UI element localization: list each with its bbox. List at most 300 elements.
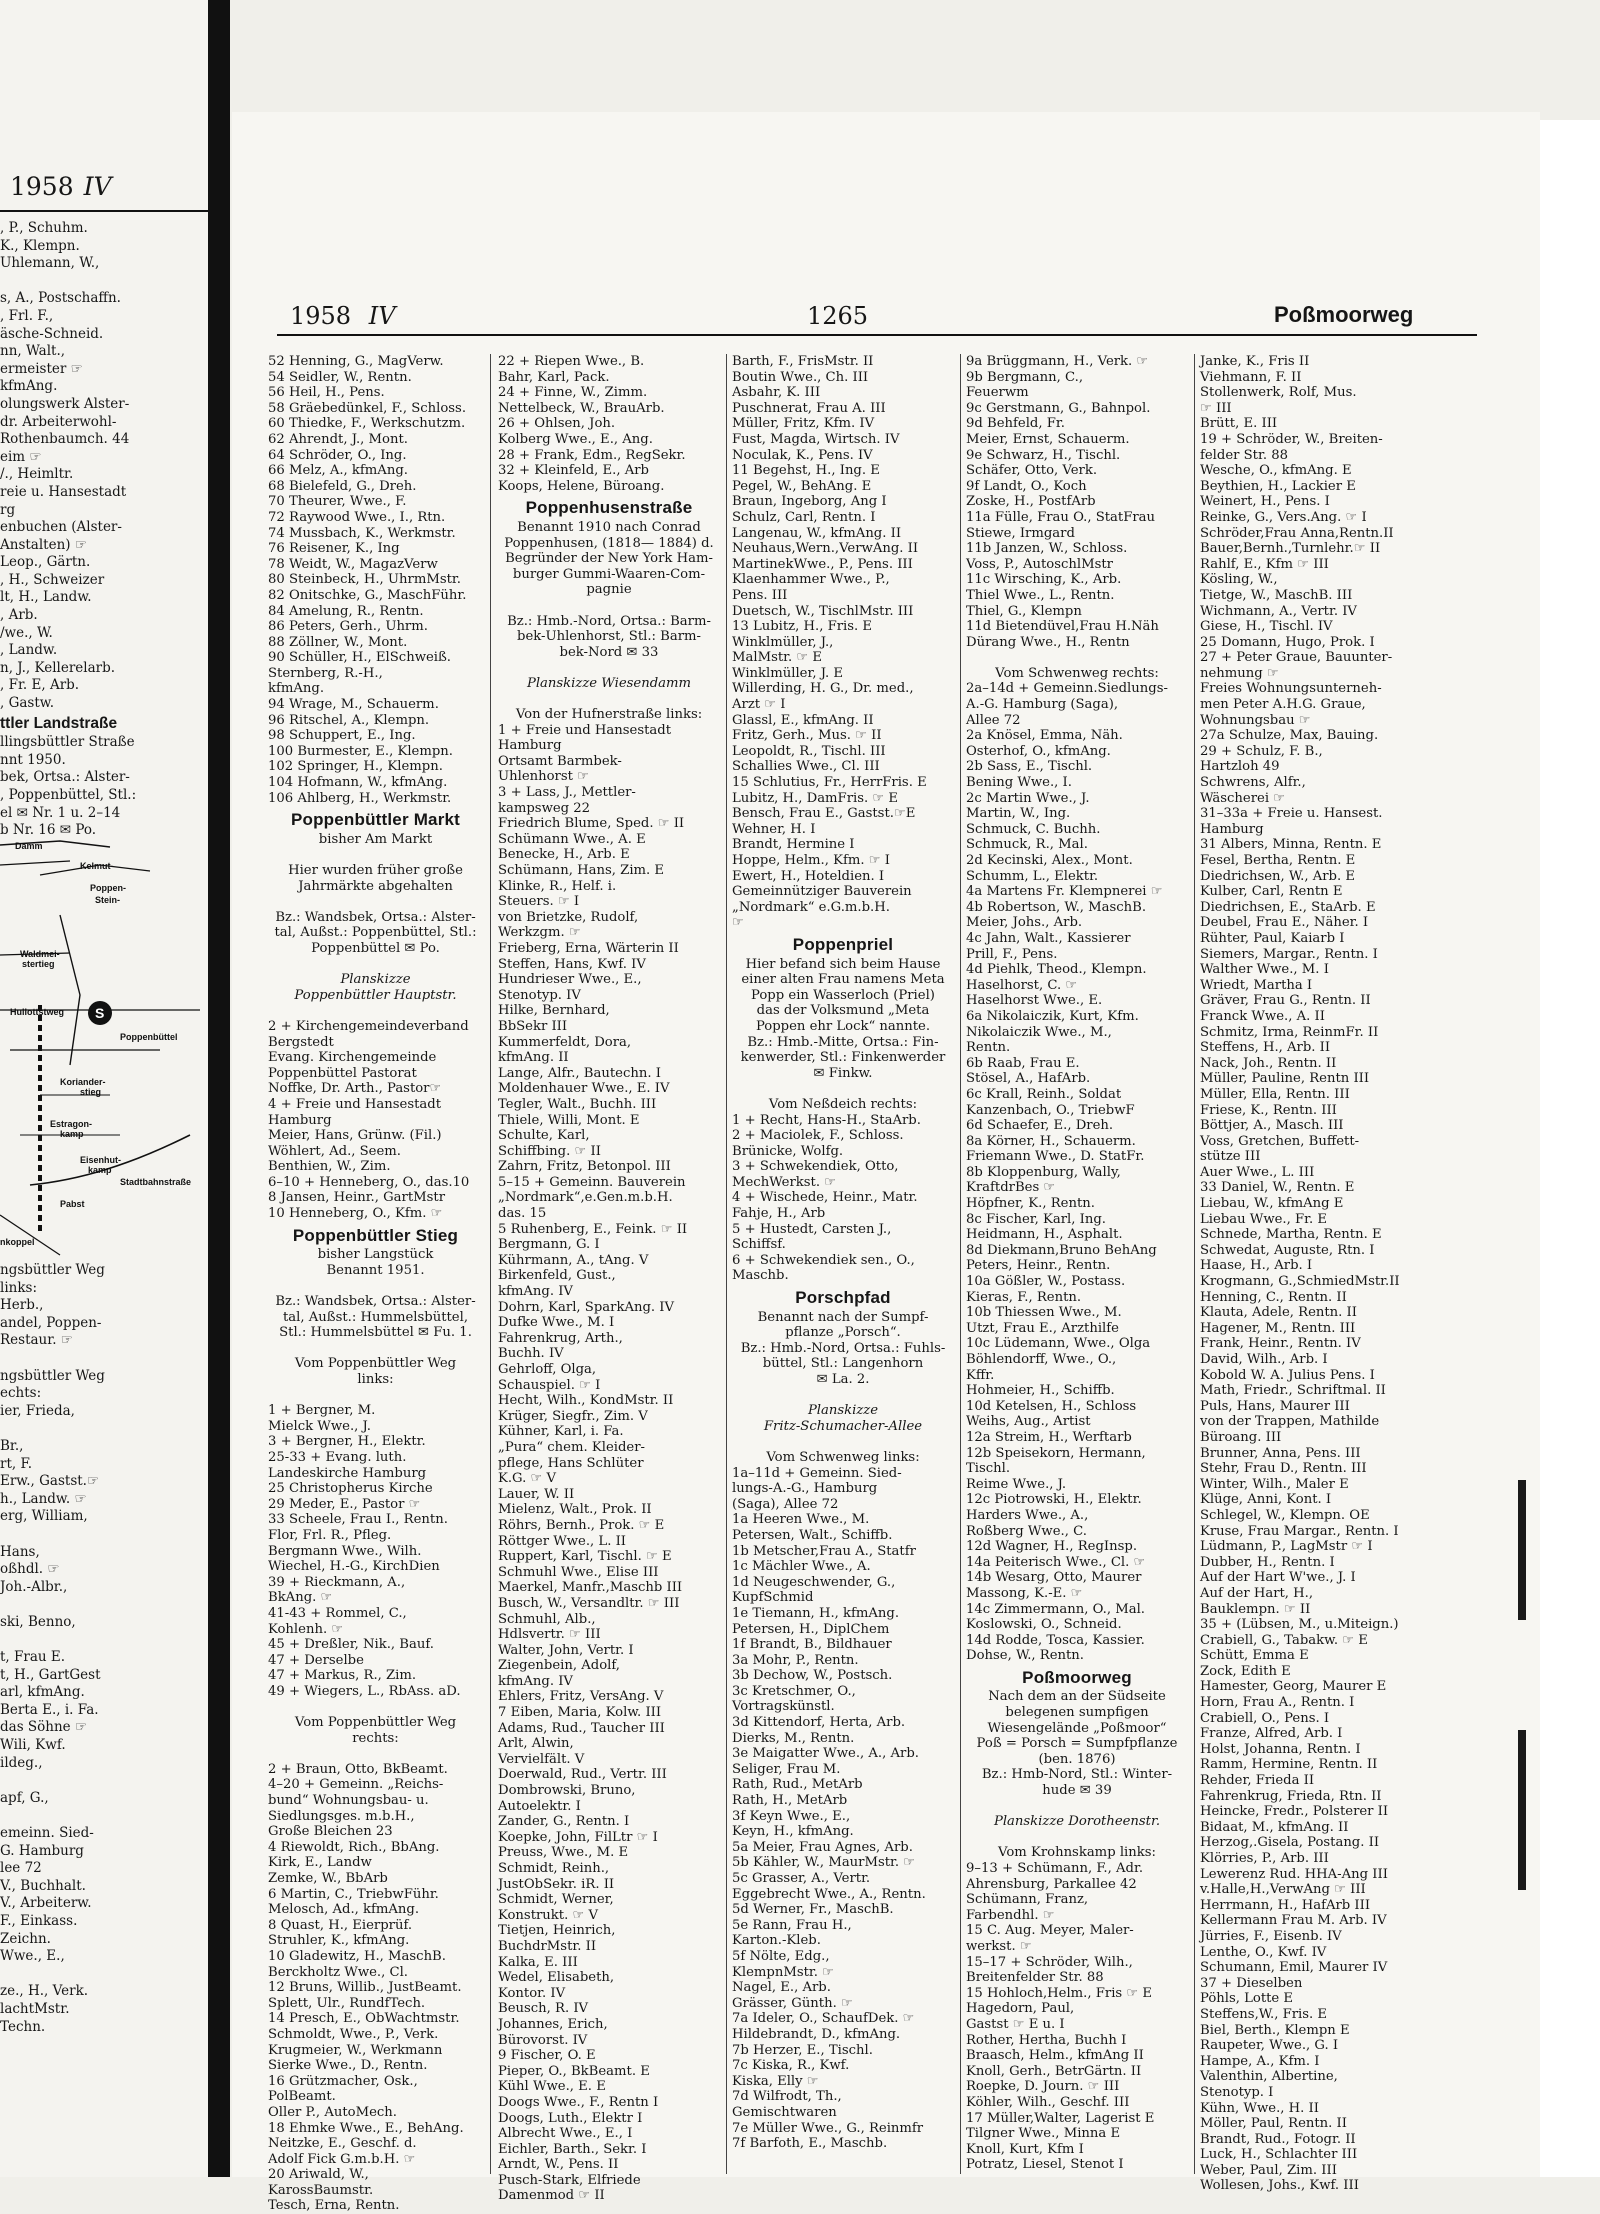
- resident-entry: Stenotyp. IV: [498, 987, 581, 1003]
- resident-entry: Stösel, A., HafArb.: [966, 1071, 1091, 1087]
- resident-entry: Schütt, Emma E: [1200, 1648, 1309, 1664]
- resident-entry: Schmitz, Irma, ReinmFr. II: [1200, 1024, 1379, 1040]
- left-entry-line: [0, 273, 205, 291]
- resident-entry: ☞: [732, 915, 744, 931]
- resident-entry: 39 + Rieckmann, A.,: [268, 1574, 406, 1590]
- resident-entry: 7d Wilfrodt, Th.,: [732, 2089, 842, 2105]
- resident-entry: Zemke, W., BbArb: [268, 1871, 388, 1886]
- left-entry-line: rt, F.: [0, 1455, 33, 1472]
- column-divider: [960, 354, 961, 2174]
- register-tab-mark: [1518, 1480, 1526, 1620]
- left-entry-line: andel, Poppen-: [0, 1314, 102, 1331]
- resident-entry: Asbahr, K. III: [732, 385, 821, 401]
- left-entry-line: Berta E., i. Fa.: [0, 1701, 99, 1718]
- resident-entry: Albrecht Wwe., E., I: [498, 2126, 633, 2142]
- resident-entry: Franck Wwe., A. II: [1200, 1008, 1325, 1024]
- street-description: einer alten Frau namens Meta: [741, 972, 945, 988]
- resident-entry: Herrmann, H., HafArb III: [1200, 1897, 1371, 1913]
- resident-entry: 9e Schwarz, H., Tischl.: [966, 447, 1121, 463]
- resident-entry: 56 Heil, H., Pens.: [268, 385, 385, 401]
- resident-entry: Braun, Ingeborg, Ang I: [732, 494, 887, 510]
- resident-entry: Adams, Rud., Taucher III: [498, 1720, 665, 1736]
- running-street-name: Poßmoorweg: [1274, 302, 1414, 327]
- resident-entry: Ziegenbein, Adolf,: [498, 1658, 620, 1674]
- resident-entry: Thiel Wwe., L., Rentn.: [966, 587, 1115, 603]
- resident-entry: Koslowski, O., Schneid.: [966, 1617, 1122, 1633]
- left-entry-line: Leop., Gärtn.: [0, 554, 91, 571]
- book-gutter: [208, 0, 230, 2177]
- resident-entry: kampsweg 22: [498, 800, 591, 816]
- map-street-label: Eisenhut-: [80, 1155, 122, 1165]
- resident-entry: Wriedt, Martha I: [1200, 977, 1313, 993]
- resident-entry: kfmAng. II: [498, 1050, 569, 1066]
- resident-entry: Reinke, G., Vers.Ang. ☞ I: [1200, 509, 1367, 525]
- resident-entry: 2 + Maciolek, F., Schloss.: [732, 1128, 904, 1144]
- resident-entry: Lubitz, H., DamFris. ☞ E: [732, 790, 899, 806]
- resident-entry: Hamburg: [1200, 821, 1264, 837]
- resident-entry: Thiele, Willi, Mont. E: [498, 1112, 640, 1128]
- street-description: (ben. 1876): [1038, 1751, 1116, 1767]
- resident-entry: 54 Seidler, W., Rentn.: [268, 369, 412, 385]
- resident-entry: Farbendhl. ☞: [966, 1907, 1055, 1923]
- resident-entry: von der Trappen, Mathilde: [1200, 1414, 1380, 1430]
- resident-entry: werkst. ☞: [966, 1938, 1032, 1954]
- resident-entry: Walther Wwe., M. I: [1200, 962, 1329, 978]
- resident-entry: 9f Landt, O., Koch: [966, 478, 1087, 494]
- resident-entry: Pegel, W., BehAng. E: [732, 478, 872, 494]
- left-entry-line: [0, 1526, 205, 1544]
- resident-entry: Diedrichsen, W., Arb. E: [1200, 868, 1355, 884]
- resident-entry: 15–17 + Schröder, Wilh.,: [966, 1954, 1133, 1970]
- street-heading: Poppenhusenstraße: [525, 498, 693, 518]
- resident-entry: Steffens, H., Arb. II: [1200, 1040, 1331, 1056]
- resident-entry: 2c Martin Wwe., J.: [966, 790, 1090, 806]
- resident-entry: Haselhorst Wwe., E.: [966, 993, 1103, 1009]
- resident-entry: 6b Raab, Frau E.: [966, 1055, 1080, 1071]
- resident-entry: Neitzke, E., Geschf. d.: [268, 2136, 417, 2152]
- resident-entry: Schumann, Emil, Maurer IV: [1200, 1960, 1388, 1976]
- resident-entry: Ruppert, Karl, Tischl. ☞ E: [498, 1549, 672, 1565]
- resident-entry: 11 Begehst, H., Ing. E: [732, 463, 880, 479]
- resident-entry: 94 Wrage, M., Schauerm.: [268, 697, 439, 713]
- resident-entry: Preuss, Wwe., M. E: [498, 1845, 629, 1861]
- resident-entry: 7a Ideler, O., SchaufDek. ☞: [732, 2011, 915, 2027]
- street-description: pflanze „Porsch“.: [785, 1325, 901, 1341]
- resident-entry: Ehlers, Fritz, VersAng. V: [498, 1689, 664, 1705]
- resident-entry: Winter, Wilh., Maler E: [1200, 1476, 1349, 1492]
- resident-entry: Dürang Wwe., H., Rentn: [966, 634, 1130, 650]
- resident-entry: Willerding, H. G., Dr. med.,: [732, 681, 914, 697]
- resident-entry: Schumm, L., Elektr.: [966, 868, 1099, 884]
- street-heading: Porschpfad: [795, 1288, 891, 1308]
- resident-entry: Köhler, Wilh., Geschf. III: [966, 2094, 1130, 2110]
- resident-entry: Steffens,W., Fris. E: [1200, 2006, 1328, 2022]
- resident-entry: 7b Herzer, E., Tischl.: [732, 2042, 873, 2058]
- map-reference: Planskizze Dorotheenstr.: [993, 1814, 1161, 1830]
- resident-entry: Ramm, Hermine, Rentn. II: [1200, 1757, 1378, 1773]
- resident-entry: Massong, K.-E. ☞: [966, 1585, 1083, 1601]
- left-entry-line: ermeister ☞: [0, 360, 83, 377]
- resident-entry: 4 Riewoldt, Rich., BbAng.: [268, 1839, 440, 1855]
- resident-entry: Koepke, John, FilLtr ☞ I: [498, 1829, 658, 1845]
- resident-entry: 74 Mussbach, K., Werkmstr.: [268, 525, 456, 541]
- resident-entry: Rath, Rud., MetArb: [732, 1777, 863, 1793]
- map-street-label: nkoppel: [0, 1237, 35, 1247]
- resident-entry: Lüdmann, P., LagMstr ☞ I: [1200, 1539, 1373, 1555]
- street-description: Vom Krohnskamp links:: [998, 1845, 1156, 1861]
- street-description: Stl.: Hummelsbüttel ✉ Fu. 1.: [279, 1325, 472, 1341]
- left-entry-line: kfmAng.: [0, 378, 58, 395]
- resident-entry: Johannes, Erich,: [498, 2016, 608, 2032]
- resident-entry: Hampe, A., Kfm. I: [1200, 2053, 1320, 2069]
- resident-entry: Duetsch, W., TischlMstr. III: [732, 603, 914, 619]
- map-road: [0, 1215, 60, 1255]
- resident-entry: 14b Wesarg, Otto, Maurer: [966, 1570, 1142, 1586]
- left-entry-line: reie u. Hansestadt: [0, 483, 127, 500]
- left-entry-line: b Nr. 16 ✉ Po.: [0, 822, 97, 839]
- street-description: Bz.: Hmb-Nord, Stl.: Winter-: [981, 1767, 1173, 1783]
- resident-entry: 15 Schlutius, Fr., HerrFris. E: [732, 775, 927, 791]
- left-entry-line: nnt 1950.: [0, 751, 66, 768]
- resident-entry: Allee 72: [966, 712, 1021, 728]
- resident-entry: Mielck Wwe., J.: [268, 1418, 371, 1434]
- resident-entry: 104 Hofmann, W., kfmAng.: [268, 775, 448, 791]
- resident-entry: Biel, Berth., Klempn E: [1200, 2022, 1350, 2038]
- resident-entry: 5c Grasser, A., Vertr.: [732, 1871, 871, 1886]
- resident-entry: Doogs, Luth., Elektr I: [498, 2110, 643, 2126]
- resident-entry: Fesel, Bertha, Rentn. E: [1200, 853, 1356, 868]
- resident-entry: Sternberg, R.-H.,: [268, 665, 383, 681]
- street-description: Vom Poppenbüttler Weg: [294, 1715, 457, 1731]
- resident-entry: Feuerwm: [966, 385, 1029, 401]
- resident-entry: [498, 660, 720, 676]
- resident-entry: 8b Kloppenburg, Wally,: [966, 1164, 1121, 1180]
- resident-entry: Schmidt, Werner,: [498, 1892, 614, 1908]
- street-description: Hier befand sich beim Hause: [745, 956, 941, 972]
- resident-entry: Wiechel, H.-G., KirchDien: [268, 1559, 440, 1575]
- resident-entry: 12c Piotrowski, H., Elektr.: [966, 1492, 1142, 1508]
- resident-entry: 32 + Kleinfeld, E., Arb: [498, 463, 649, 479]
- resident-entry: Klinke, R., Helf. i.: [498, 878, 617, 894]
- resident-entry: Gastst ☞ E u. I: [966, 2016, 1065, 2032]
- resident-entry: 29 Meder, E., Pastor ☞: [268, 1496, 421, 1512]
- resident-entry: Große Bleichen 23: [268, 1824, 393, 1840]
- resident-entry: kfmAng.: [268, 681, 325, 697]
- resident-entry: Schallies Wwe., Cl. III: [732, 759, 880, 775]
- resident-entry: Klauta, Adele, Rentn. II: [1200, 1305, 1357, 1321]
- map-road: [60, 915, 80, 1065]
- left-entry-line: dr. Arbeiterwohl-: [0, 413, 117, 430]
- resident-entry: 5e Rann, Frau H.,: [732, 1917, 852, 1933]
- left-entry-line: , Gastw.: [0, 695, 55, 712]
- left-entry-line: Zeichn.: [0, 1930, 51, 1947]
- resident-entry: [966, 1799, 1188, 1815]
- resident-entry: Bening Wwe., I.: [966, 775, 1072, 791]
- street-description: Poppenhusen, (1818— 1884) d.: [504, 535, 714, 551]
- left-entry-line: h., Landw. ☞: [0, 1490, 87, 1507]
- resident-entry: Breitenfelder Str. 88: [966, 1970, 1104, 1986]
- resident-entry: 9–13 + Schümann, F., Adr.: [966, 1861, 1144, 1876]
- resident-entry: 33 Scheele, Frau I., Rentn.: [268, 1512, 448, 1528]
- resident-entry: Benthien, W., Zim.: [268, 1159, 391, 1175]
- left-entry-line: erg, William,: [0, 1508, 88, 1525]
- resident-entry: Krüger, Siegfr., Zim. V: [498, 1408, 648, 1424]
- left-entry-line: Hans,: [0, 1543, 40, 1560]
- resident-entry: Luck, H., Schlachter III: [1200, 2147, 1358, 2163]
- resident-entry: Wöhlert, Ad., Seem.: [268, 1143, 401, 1159]
- left-entry-line: ngsbüttler Weg: [0, 1262, 105, 1278]
- resident-entry: 7f Barfoth, E., Maschb.: [732, 2136, 888, 2152]
- resident-entry: Gemischtwaren: [732, 2104, 837, 2120]
- resident-entry: Viehmann, F. II: [1200, 369, 1302, 385]
- resident-entry: Glassl, E., kfmAng. II: [732, 712, 874, 728]
- resident-entry: Müller, Fritz, Kfm. IV: [732, 416, 875, 432]
- resident-entry: Dombrowski, Bruno,: [498, 1783, 636, 1799]
- resident-entry: Noculak, K., Pens. IV: [732, 447, 873, 463]
- street-description: Bz.: Hmb.-Nord, Ortsa.: Fuhls-: [740, 1340, 946, 1356]
- resident-entry: Leopoldt, R., Tischl. III: [732, 743, 886, 759]
- resident-entry: Raupeter, Wwe., G. I: [1200, 2038, 1339, 2054]
- left-entry-line: ngsbüttler Weg: [0, 1367, 105, 1384]
- resident-entry: 88 Zöllner, W., Mont.: [268, 634, 408, 650]
- resident-entry: [966, 1830, 1188, 1846]
- street-description: Vom Schwenweg links:: [766, 1449, 920, 1465]
- resident-entry: Flor, Frl. R., Pfleg.: [268, 1527, 392, 1543]
- street-description: bek-Uhlenhorst, Stl.: Barm-: [517, 629, 701, 645]
- resident-entry: Tesch, Erna, Rentn.: [268, 2198, 400, 2214]
- resident-entry: Brütt, E. III: [1200, 416, 1278, 432]
- resident-entry: Röhrs, Bernh., Prok. ☞ E: [498, 1517, 665, 1533]
- street-description: büttel, Stl.: Langenhorn: [762, 1356, 924, 1372]
- resident-entry: Dohse, W., Rentn.: [966, 1648, 1084, 1664]
- resident-entry: Ortsamt Barmbek-: [498, 753, 622, 769]
- resident-entry: Müller, Ella, Rentn. III: [1200, 1086, 1350, 1102]
- resident-entry: Doerwald, Rud., Vertr. III: [498, 1767, 667, 1783]
- resident-entry: Rehder, Frieda II: [1200, 1773, 1315, 1789]
- left-entry-line: lee 72: [0, 1860, 42, 1877]
- resident-entry: Wäscherei ☞: [1200, 790, 1286, 806]
- resident-entry: Janke, K., Fris II: [1200, 354, 1310, 369]
- resident-entry: Henning, C., Rentn. II: [1200, 1289, 1347, 1305]
- resident-entry: Herzog,.Gisela, Postang. II: [1200, 1835, 1380, 1851]
- street-description: Poß = Porsch = Sumpfpflanze: [976, 1736, 1178, 1752]
- resident-entry: Kiska, Elly ☞: [732, 2073, 819, 2089]
- resident-entry: Neuhaus,Wern.,VerwAng. II: [732, 541, 919, 557]
- resident-entry: 13 Lubitz, H., Fris. E: [732, 619, 873, 635]
- resident-entry: kfmAng. IV: [498, 1673, 573, 1689]
- resident-entry: das. 15: [498, 1206, 547, 1222]
- left-entry-line: nn, Walt.,: [0, 343, 66, 360]
- resident-entry: Gehrloff, Olga,: [498, 1362, 597, 1377]
- resident-entry: Knoll, Kurt, Kfm I: [966, 2141, 1084, 2157]
- resident-entry: Tegler, Walt., Buchh. III: [498, 1096, 657, 1112]
- resident-entry: Harders Wwe., A.,: [966, 1507, 1089, 1523]
- resident-entry: KraftdrBes ☞: [966, 1180, 1056, 1196]
- directory-column-1: [268, 354, 483, 2214]
- resident-entry: Steffen, Hans, Kwf. IV: [498, 956, 646, 972]
- left-entry-line: Techn.: [0, 2018, 46, 2035]
- map-road: [0, 861, 70, 865]
- resident-entry: Prill, F., Pens.: [966, 946, 1058, 962]
- resident-entry: nehmung ☞: [1200, 665, 1279, 681]
- resident-entry: Stollenwerk, Rolf, Mus.: [1200, 385, 1357, 401]
- resident-entry: 1c Mächler Wwe., A.: [732, 1559, 871, 1575]
- street-description: tal, Außst.: Poppenbüttel, Stl.:: [274, 925, 477, 941]
- resident-entry: Böhlendorff, Wwe., O.,: [966, 1352, 1117, 1367]
- resident-entry: Konstrukt. ☞ V: [498, 1907, 599, 1923]
- resident-entry: bund“ Wohnungsbau- u.: [268, 1793, 429, 1809]
- resident-entry: 3 + Bergner, H., Elektr.: [268, 1434, 426, 1450]
- resident-entry: Voss, Gretchen, Buffett-: [1200, 1133, 1360, 1149]
- resident-entry: Doogs Wwe., F., Rentn I: [498, 2094, 659, 2110]
- left-entry-line: ski, Benno,: [0, 1613, 76, 1630]
- resident-entry: 7c Kiska, R., Kwf.: [732, 2058, 850, 2074]
- resident-entry: Weber, Paul, Zim. III: [1200, 2162, 1337, 2178]
- resident-entry: Schümann, Franz,: [966, 1892, 1089, 1908]
- resident-entry: 100 Burmester, E., Klempn.: [268, 743, 453, 759]
- left-entry-line: ier, Frieda,: [0, 1402, 75, 1419]
- resident-entry: Hamburg: [498, 738, 562, 754]
- resident-entry: Tietge, W., MaschB. III: [1200, 587, 1353, 603]
- resident-entry: Bürovorst. IV: [498, 2032, 588, 2048]
- map-street-label: Poppen-: [90, 883, 126, 893]
- resident-entry: Kohlenh. ☞: [268, 1621, 344, 1637]
- resident-entry: 78 Weidt, W., MagazVerw: [268, 556, 438, 572]
- resident-entry: Utzt, Frau E., Arzthilfe: [966, 1320, 1119, 1336]
- resident-entry: 3e Maigatter Wwe., A., Arb.: [732, 1746, 919, 1762]
- resident-entry: 28 + Frank, Edm., RegSekr.: [498, 447, 686, 463]
- resident-entry: 8 Jansen, Heinr., GartMstr: [268, 1190, 445, 1206]
- resident-entry: Schiffsf.: [732, 1237, 786, 1253]
- left-entry-line: [0, 1772, 205, 1790]
- resident-entry: 45 + Dreßler, Nik., Bauf.: [268, 1637, 434, 1653]
- resident-entry: Schäfer, Otto, Verk.: [966, 463, 1098, 479]
- resident-entry: Kührmann, A., tAng. V: [498, 1252, 649, 1268]
- map-reference: Fritz-Schumacher-Allee: [763, 1418, 923, 1434]
- resident-entry: 4d Piehlk, Theod., Klempn.: [966, 962, 1147, 978]
- left-entry-line: Erw., Gastst.☞: [0, 1473, 100, 1490]
- resident-entry: A.-G. Hamburg (Saga),: [966, 697, 1119, 713]
- resident-entry: Auer Wwe., L. III: [1200, 1164, 1315, 1180]
- resident-entry: Gemeinnütziger Bauverein: [732, 884, 912, 900]
- resident-entry: 1f Brandt, B., Bildhauer: [732, 1637, 892, 1653]
- resident-entry: Autoelektr. I: [498, 1798, 581, 1814]
- resident-entry: 37 + Dieselben: [1200, 1975, 1303, 1991]
- resident-entry: 12 Bruns, Willib., JustBeamt.: [268, 1980, 462, 1996]
- resident-entry: 3b Dechow, W., Postsch.: [732, 1668, 893, 1684]
- resident-entry: 58 Gräebedünkel, F., Schloss.: [268, 400, 467, 416]
- left-entry-line: [0, 1350, 205, 1368]
- map-street-label: Estragon-: [50, 1119, 93, 1129]
- resident-entry: 10b Thiessen Wwe., M.: [966, 1305, 1122, 1321]
- resident-entry: Hagedorn, Paul,: [966, 2001, 1075, 2017]
- resident-entry: Rentn.: [966, 1040, 1011, 1056]
- resident-entry: PolBeamt.: [268, 2089, 336, 2105]
- resident-entry: Rahlf, E., Kfm ☞ III: [1200, 556, 1329, 572]
- resident-entry: Tischl.: [966, 1461, 1011, 1477]
- resident-entry: Valenthin, Albertine,: [1200, 2069, 1338, 2085]
- resident-entry: Giese, H., Tischl. IV: [1200, 619, 1333, 635]
- resident-entry: Karton.-Kleb.: [732, 1933, 821, 1949]
- resident-entry: KupfSchmid: [732, 1590, 814, 1606]
- street-description: Begründer der New York Ham-: [505, 551, 713, 567]
- resident-entry: KarossBaumstr.: [268, 2182, 374, 2198]
- resident-entry: 8 Quast, H., Eierprüf.: [268, 1917, 413, 1933]
- resident-entry: 84 Amelung, R., Rentn.: [268, 603, 424, 619]
- resident-entry: Mielenz, Walt., Prok. II: [498, 1502, 652, 1518]
- resident-entry: Kulber, Carl, Rentn E: [1200, 884, 1343, 900]
- left-entry-line: Restaur. ☞: [0, 1332, 73, 1349]
- left-entry-line: Anstalten) ☞: [0, 536, 87, 553]
- resident-entry: Kffr.: [966, 1367, 995, 1383]
- directory-page: [232, 112, 1540, 2214]
- resident-entry: Arlt, Alwin,: [498, 1736, 574, 1752]
- resident-entry: 5–15 + Gemeinn. Bauverein: [498, 1174, 686, 1190]
- resident-entry: KlempnMstr. ☞: [732, 1964, 834, 1980]
- street-map-sketch: [0, 835, 205, 1255]
- resident-entry: Deubel, Frau E., Näher. I: [1200, 915, 1369, 931]
- resident-entry: [268, 1746, 483, 1762]
- left-entry-line: lachtMstr.: [0, 2000, 70, 2017]
- street-description: belegenen sumpfigen: [1005, 1705, 1149, 1721]
- street-description: tal, Außst.: Hummelsbüttel,: [282, 1309, 469, 1325]
- resident-entry: 10d Ketelsen, H., Schloss: [966, 1398, 1137, 1414]
- header-roman: IV: [368, 302, 396, 330]
- resident-entry: 3 + Lass, J., Mettler-: [498, 785, 636, 801]
- resident-entry: Klörries, P., Arb. III: [1200, 1851, 1329, 1866]
- map-street-label: Pabst: [60, 1199, 85, 1209]
- resident-entry: 6d Schaefer, E., Dreh.: [966, 1118, 1114, 1134]
- resident-entry: 29 + Schulz, F. B.,: [1200, 743, 1323, 759]
- resident-entry: Poppenbüttel Pastorat: [268, 1065, 417, 1081]
- resident-entry: Liebau, W., kfmAng E: [1200, 1196, 1344, 1212]
- resident-entry: Dohrn, Karl, SparkAng. IV: [498, 1299, 675, 1315]
- resident-entry: Buchh. IV: [498, 1346, 564, 1362]
- resident-entry: „Pura“ chem. Kleider-: [498, 1439, 645, 1455]
- resident-entry: 25 Domann, Hugo, Prok. I: [1200, 634, 1375, 650]
- resident-entry: Puls, Hans, Maurer III: [1200, 1398, 1350, 1414]
- resident-entry: MalMstr. ☞ E: [732, 650, 823, 666]
- resident-entry: ☞ III: [1200, 400, 1232, 416]
- resident-entry: Thiel, G., Klempn: [966, 603, 1082, 619]
- street-description: Wiesengelände „Poßmoor“: [987, 1720, 1167, 1736]
- resident-entry: 3 + Schwekendiek, Otto,: [732, 1159, 899, 1175]
- resident-entry: Lange, Alfr., Bautechn. I: [498, 1065, 661, 1081]
- resident-entry: 2 + Kirchengemeindeverband: [268, 1018, 469, 1034]
- resident-entry: Boutin Wwe., Ch. III: [732, 369, 869, 385]
- resident-entry: Eichler, Barth., Sekr. I: [498, 2141, 647, 2157]
- street-description: bisher Am Markt: [318, 831, 433, 847]
- resident-entry: Franze, Alfred, Arb. I: [1200, 1726, 1343, 1742]
- resident-entry: [732, 1081, 954, 1097]
- resident-entry: [268, 1341, 483, 1357]
- resident-entry: Peters, Heinr., Rentn.: [966, 1258, 1111, 1274]
- left-entry-line: , P., Schuhm.: [0, 220, 88, 236]
- resident-entry: Klaenhammer Wwe., P.,: [732, 572, 890, 588]
- resident-entry: [732, 1388, 954, 1404]
- resident-entry: 8c Fischer, Karl, Ing.: [966, 1211, 1106, 1227]
- resident-entry: 70 Theurer, Wwe., F.: [268, 494, 407, 510]
- resident-entry: lungs-A.-G., Hamburg: [732, 1481, 878, 1497]
- resident-entry: 5a Meier, Frau Agnes, Arb.: [732, 1839, 913, 1855]
- resident-entry: Kalka, E. III: [498, 1954, 578, 1970]
- left-entry-line: enbuchen (Alster-: [0, 519, 122, 536]
- street-description: Poppenbüttel ✉ Po.: [311, 940, 440, 956]
- street-description: pagnie: [586, 582, 632, 598]
- resident-entry: Tietjen, Heinrich,: [498, 1923, 616, 1939]
- resident-entry: 14d Rodde, Tosca, Kassier.: [966, 1632, 1145, 1648]
- resident-entry: Landeskirche Hamburg: [268, 1465, 427, 1481]
